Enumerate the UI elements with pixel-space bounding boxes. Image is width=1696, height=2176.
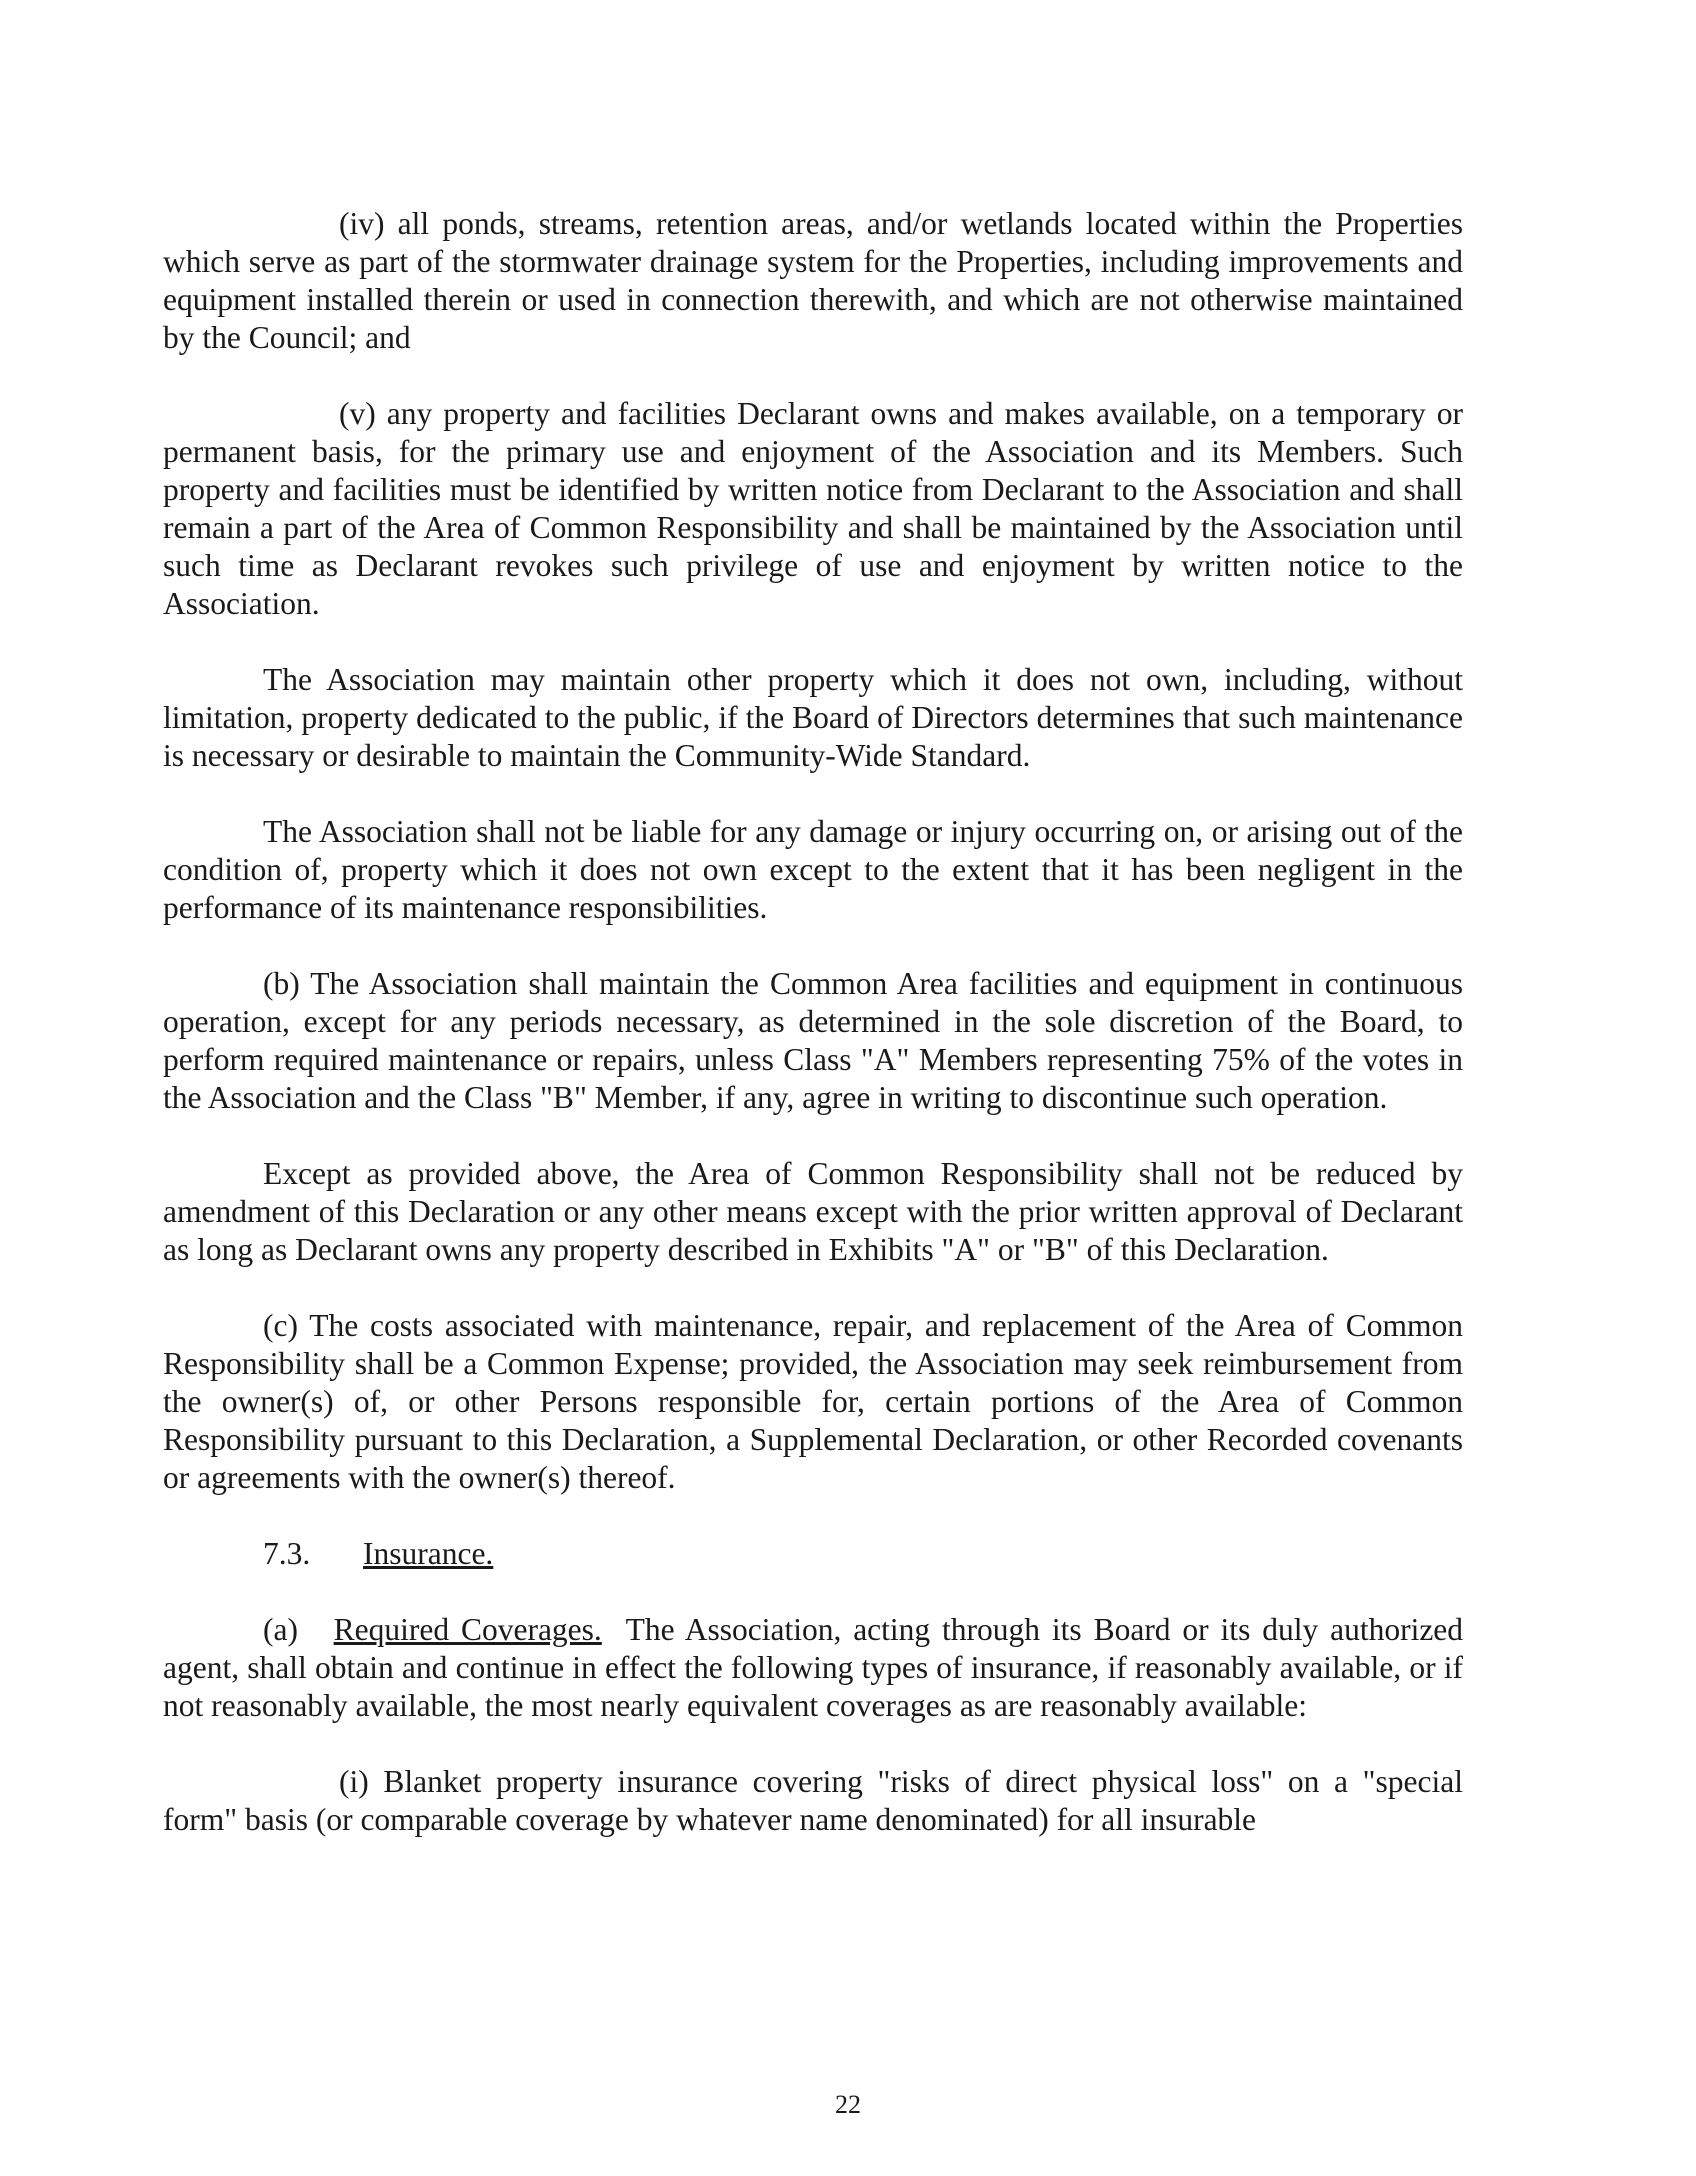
paragraph-maintain-other-property: The Association may maintain other property which it does not own, including, without limitation, property dedicated to the public, if the Board of Directors determines that such maintenance is necessary or desirable to maintain the Community-Wide Standard.: [163, 662, 1463, 773]
paragraph-except-as-provided: Except as provided above, the Area of Common Responsibility shall not be reduced by amendment of this Declaration or any other means except with the prior written approval of Declarant as long as Declarant owns any property described in Exhibits "A" or "B" of this Declaration.: [163, 1156, 1463, 1267]
section-number: 7.3.: [263, 1536, 311, 1571]
section-title: Insurance.: [363, 1536, 494, 1571]
paragraph-b-continuous-operation: (b) The Association shall maintain the Common Area facilities and equipment in continuous operation, except for any periods necessary, as determined in the sole discretion of the Board, to perform required maintenance or repairs, unless Class "A" Members representing 75% of the votes in the Association and the Class "B" Member, if any, agree in writing to discontinue such operation.: [163, 966, 1463, 1115]
paragraph-c-costs: (c) The costs associated with maintenance, repair, and replacement of the Area of Common Responsibility shall be a Common Expense; provided, the Association may seek reimbursement from the owner(s) of, or other Persons responsible for, certain portions of the Area of Common Responsibility pursuant to this Declaration, a Supplemental Declaration, or other Recorded covenants or agreements with the owner(s) thereof.: [163, 1308, 1463, 1495]
subsection-title: Required Coverages.: [333, 1612, 602, 1647]
paragraph-a-required-coverages: [163, 1611, 1463, 1725]
paragraph-v-declarant-property: (v) any property and facilities Declarant owns and makes available, on a temporary or permanent basis, for the primary use and enjoyment of the Association and its Members. Such property and facilities must be identified by written notice from Declarant to the Association and shall remain a part of the Area of Common Responsibility and shall be maintained by the Association until such time as Declarant revokes such privilege of use and enjoyment by written notice to the Association.: [163, 396, 1463, 621]
section-heading-insurance: [163, 1535, 1463, 1573]
subsection-label: (a): [263, 1612, 298, 1647]
paragraph-i-blanket-property: (i) Blanket property insurance covering "risks of direct physical loss" on a "special form" basis (or comparable coverage by whatever name denominated) for all insurable: [163, 1764, 1463, 1837]
paragraph-iv-ponds-streams: (iv) all ponds, streams, retention areas, and/or wetlands located within the Properties which serve as part of the stormwater drainage system for the Properties, including improvements and equipment installed therein or used in connection therewith, and which are not otherwise maintained by the Council; and: [163, 206, 1463, 355]
page-number: 22: [835, 2090, 861, 2119]
subsection-body: The Association, acting through its Board or its duly authorized agent, shall obtain and continue in effect the following types of insurance, if reasonably available, or if not reasonably available, the most nearly equivalent coverages as are reasonably available:: [163, 1612, 1464, 1723]
paragraph-not-liable: The Association shall not be liable for any damage or injury occurring on, or arising out of the condition of, property which it does not own except to the extent that it has been negligent in the performance of its maintenance responsibilities.: [163, 814, 1463, 925]
document-page: [163, 205, 1463, 1877]
